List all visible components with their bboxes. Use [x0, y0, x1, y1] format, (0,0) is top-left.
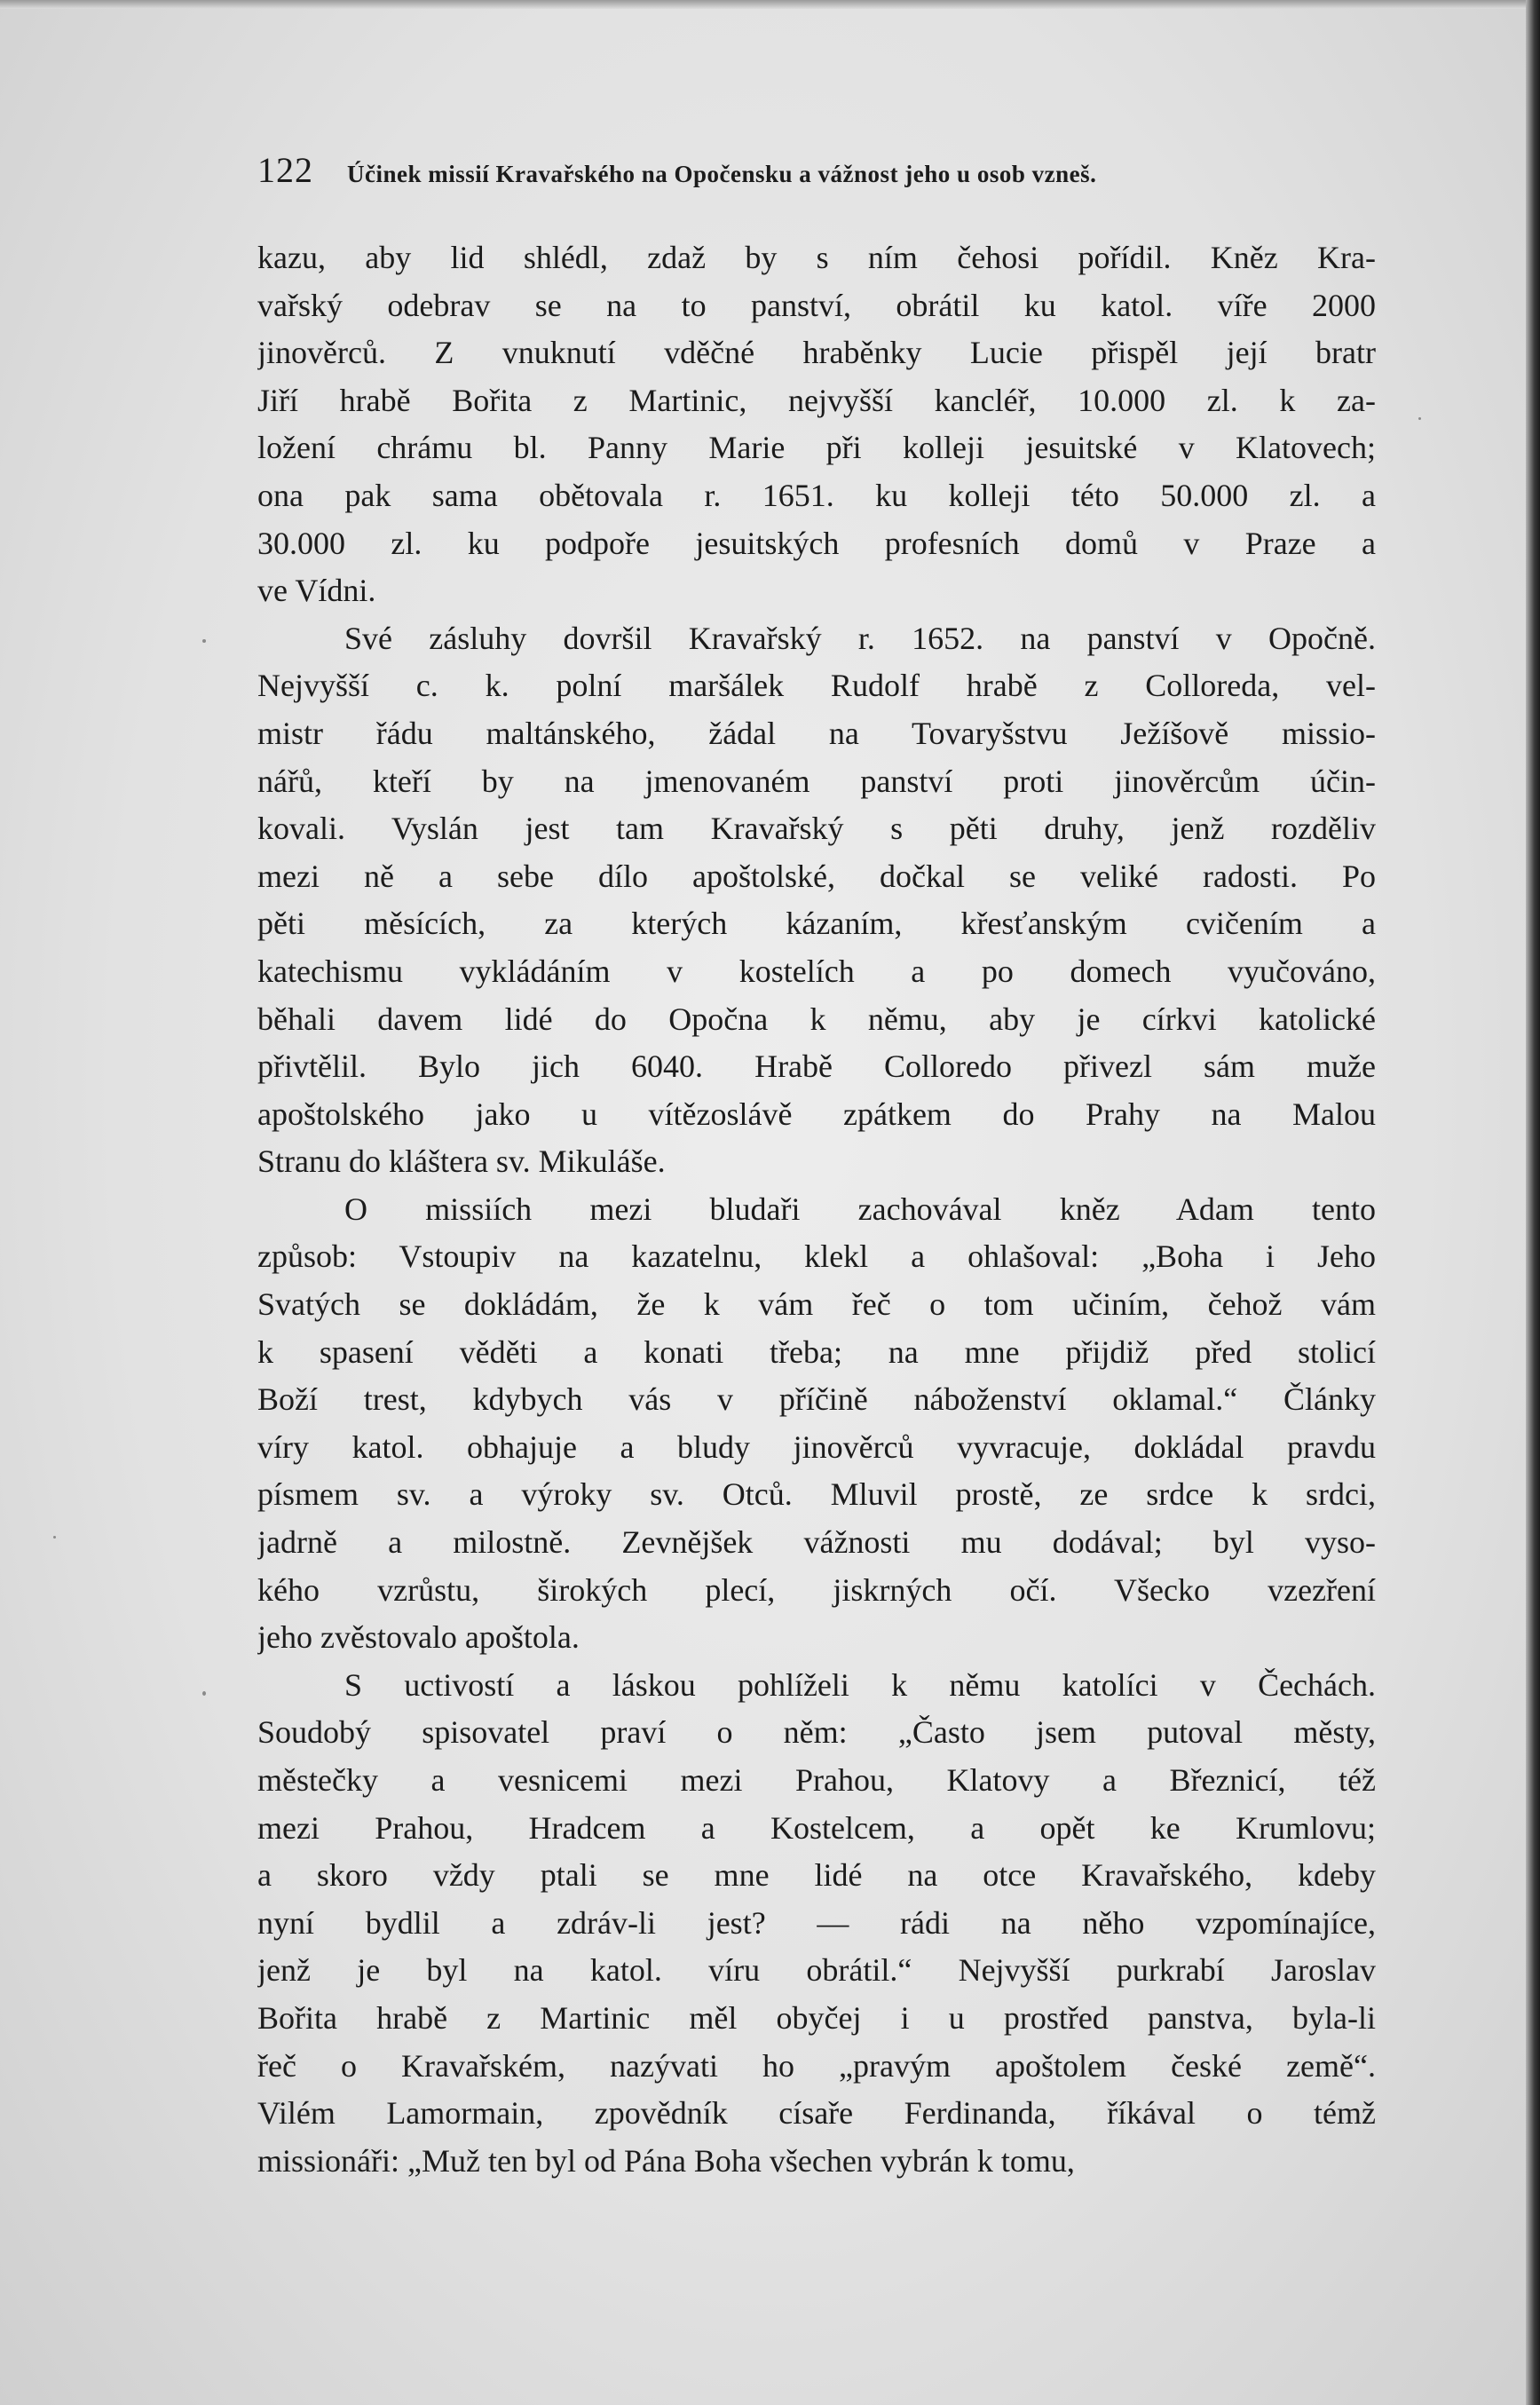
- text-line: mistr řádu maltánského, žádal na Tovaryšstvu Ježíšově missio-: [257, 715, 1376, 751]
- text-line: nyní bydlil a zdráv-li jest? — rádi na něho vzpomínajíce,: [257, 1904, 1376, 1941]
- text-line: mezi ně a sebe dílo apoštolské, dočkal se veliké radosti. Po: [257, 858, 1376, 894]
- text-line: Vilém Lamormain, zpovědník císaře Ferdinanda, říkával o témž: [257, 2095, 1376, 2132]
- text-line: a skoro vždy ptali se mne lidé na otce Kravařského, kdeby: [257, 1857, 1376, 1894]
- text-line: kého vzrůstu, širokých plecí, jiskrných očí. Všecko vzezření: [257, 1571, 1376, 1608]
- text-line: způsob: Vstoupiv na kazatelnu, klekl a ohlašoval: „Boha i Jeho: [257, 1238, 1376, 1275]
- running-head: [257, 149, 1376, 202]
- text-line: katechismu vykládáním v kostelích a po domech vyučováno,: [257, 953, 1376, 989]
- paragraph: [257, 1186, 1376, 1662]
- text-line: jadrně a milostně. Zevnějšek vážnosti mu dodával; byl vyso-: [257, 1524, 1376, 1561]
- text-line: Nejvyšší c. k. polní maršálek Rudolf hrabě z Colloreda, vel-: [257, 668, 1376, 704]
- text-line: ve Vídni.: [257, 573, 376, 609]
- text-line: Jiří hrabě Bořita z Martinic, nejvyšší kancléř, 10.000 zl. k za-: [257, 382, 1376, 418]
- text-line: 30.000 zl. ku podpoře jesuitských profesních domů v Praze a: [257, 525, 1376, 561]
- text-line: k spasení věděti a konati třeba; na mne přijdiž před stolicí: [257, 1333, 1376, 1370]
- text-line: Své zásluhy dovršil Kravařský r. 1652. na panství v Opočně.: [344, 620, 1376, 656]
- paragraph: [257, 615, 1376, 1186]
- text-line: písmem sv. a výroky sv. Otců. Mluvil prostě, ze srdce k srdci,: [257, 1476, 1376, 1513]
- text-line: Stranu do kláštera sv. Mikuláše.: [257, 1143, 666, 1180]
- text-line: nářů, kteří by na jmenovaném panství proti jinověrcům účin-: [257, 763, 1376, 799]
- text-line: vařský odebrav se na to panství, obrátil ku katol. víře 2000: [257, 287, 1376, 323]
- text-line: jeho zvěstovalo apoštola.: [257, 1619, 580, 1656]
- text-line: kazu, aby lid shlédl, zdaž by s ním čehosi pořídil. Kněz Kra-: [257, 240, 1376, 275]
- text-line: apoštolského jako u vítězoslávě zpátkem do Prahy na Malou: [257, 1096, 1376, 1132]
- body-text: [257, 234, 1376, 2185]
- text-line: jinověrců. Z vnuknutí vděčné hraběnky Lucie přispěl její bratr: [257, 335, 1376, 371]
- text-line: běhali davem lidé do Opočna k němu, aby je církvi katolické: [257, 1001, 1376, 1037]
- text-line: řeč o Kravařském, nazývati ho „pravým apoštolem české země“.: [257, 2047, 1376, 2084]
- text-line: ložení chrámu bl. Panny Marie při kolleji jesuitské v Klatovech;: [257, 430, 1376, 466]
- page-number: 122: [257, 150, 313, 190]
- paragraph: [257, 234, 1376, 615]
- text-line: Boží trest, kdybych vás v příčině náboženství oklamal.“ Články: [257, 1381, 1376, 1418]
- text-line: Svatých se dokládám, že k vám řeč o tom učiním, čehož vám: [257, 1286, 1376, 1323]
- text-line: missionáři: „Muž ten byl od Pána Boha všechen vybrán k tomu,: [257, 2142, 1075, 2179]
- text-line: jenž je byl na katol. víru obrátil.“ Nejvyšší purkrabí Jaroslav: [257, 1952, 1376, 1989]
- text-line: kovali. Vyslán jest tam Kravařský s pěti druhy, jenž rozděliv: [257, 811, 1376, 847]
- book-page: [257, 149, 1376, 2185]
- text-line: ona pak sama obětovala r. 1651. ku kolleji této 50.000 zl. a: [257, 477, 1376, 513]
- paragraph: [257, 1662, 1376, 2186]
- running-title: Účinek missií Kravařského na Opočensku a vážnost jeho u osob vzneš.: [347, 161, 1097, 187]
- text-line: Soudobý spisovatel praví o něm: „Často jsem putoval městy,: [257, 1714, 1376, 1751]
- text-line: pěti měsících, za kterých kázaním, křesťanským cvičením a: [257, 906, 1376, 942]
- page-right-edge: [1526, 0, 1540, 2405]
- text-line: Bořita hrabě z Martinic měl obyčej i u prostřed panstva, byla-li: [257, 1999, 1376, 2036]
- text-line: víry katol. obhajuje a bludy jinověrců vyvracuje, dokládal pravdu: [257, 1428, 1376, 1465]
- text-line: městečky a vesnicemi mezi Prahou, Klatovy a Březnicí, též: [257, 1762, 1376, 1798]
- text-line: přivtělil. Bylo jich 6040. Hrabě Colloredo přivezl sám muže: [257, 1048, 1376, 1085]
- text-line: S uctivostí a láskou pohlíželi k němu katolíci v Čechách.: [344, 1666, 1376, 1703]
- page-top-edge: [0, 0, 1540, 9]
- text-line: mezi Prahou, Hradcem a Kostelcem, a opět ke Krumlovu;: [257, 1809, 1376, 1846]
- text-line: O missiích mezi bludaři zachovával kněz Adam tento: [344, 1191, 1376, 1227]
